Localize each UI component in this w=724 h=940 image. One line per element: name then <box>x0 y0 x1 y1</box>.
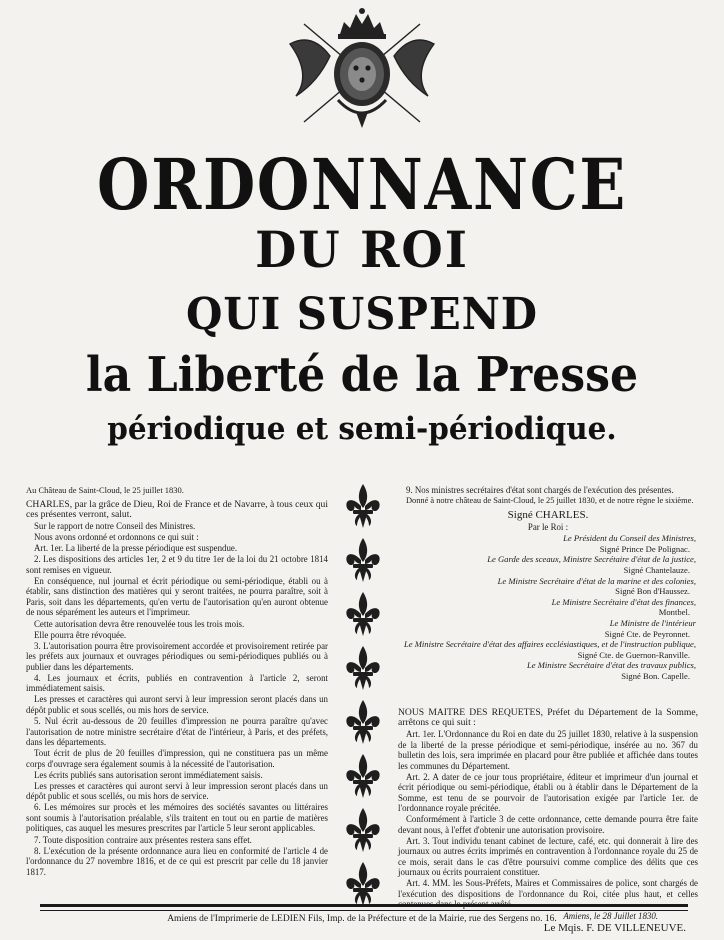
title-ordonnance: ORDONNANCE <box>97 143 627 226</box>
left-paragraph: 3. L'autorisation pourra être provisoirement accordée et provisoirement retirée par les préfets aux journaux et ouvrages périodiques ou semi-périodiques publiés ou à publier dans les départements. <box>26 640 328 672</box>
title-qui-suspend: QUI SUSPEND <box>185 289 539 340</box>
left-paragraph: Les presses et caractères qui auront servi à leur impression seront placés dans un dépôt public et sous scellés, ou mis hors de service. <box>26 694 328 715</box>
prefect-paragraph: Conformément à l'article 3 de cette ordonnance, cette demande pourra être faite devant nous, à l'effet d'obtenir une autorisation provisoire. <box>398 814 698 835</box>
minister-name: Signé Bon. Capelle. <box>621 670 690 681</box>
king-signature: Signé CHARLES. <box>507 508 589 521</box>
left-paragraph: Nous avons ordonné et ordonnons ce qui suit : <box>34 532 199 543</box>
prefect-paragraph: Art. 3. Tout individu tenant cabinet de lecture, café, etc. qui donnerait à lire des journaux ou autres écrits imprimés en contravention à l'ordonnance royale du 25 de ce mois, serait dans le cas d'être poursuivi comme complice des délits que ces journaux ou écrits pourraient constituer. <box>398 835 698 878</box>
left-paragraph: Art. 1er. La liberté de la presse périodique est suspendue. <box>34 543 238 554</box>
right-intro-paragraph: 9. Nos ministres secrétaires d'état sont chargés de l'exécution des présentes. <box>406 485 674 495</box>
prefect-paragraph: Art. 1er. L'Ordonnance du Roi en date du 25 juillet 1830, relative à la suspension de la liberté de la presse périodique et semi-périodique, insérée au no. 367 du bulletin des lois, sera imprimée en placard pour être publiée et affichée dans toutes les communes du Département. <box>398 729 698 771</box>
minister-name: Signé Cte. de Peyronnet. <box>604 628 690 639</box>
minister-role: Le Ministre Secrétaire d'état de la marine et des colonies, <box>497 575 696 586</box>
minister-role: Le Ministre Secrétaire d'état des affaires ecclésiastiques, et de l'instruction publique, <box>404 639 696 650</box>
left-paragraph: Sur le rapport de notre Conseil des Ministres. <box>34 521 196 532</box>
left-paragraph: Les presses et caractères qui auront servi à leur impression seront placés dans un dépôt public et sous scellés, ou mis hors de service. <box>26 780 328 802</box>
footer-rule-thin <box>40 910 688 911</box>
fleur-de-lis-icon <box>344 860 382 908</box>
minister-role: Le Garde des sceaux, Ministre Secrétaire d'état de la justice, <box>487 554 696 565</box>
minister-role: Le Président du Conseil des Ministres, <box>563 533 696 544</box>
minister-name: Signé Bon d'Haussez. <box>615 586 690 597</box>
left-paragraph: 7. Toute disposition contraire aux présentes restera sans effet. <box>34 834 252 845</box>
left-column-text <box>26 485 328 878</box>
prefect-paragraph: Art. 4. MM. les Sous-Préfets, Maires et Commissaires de police, sont chargés de l'exécution des dispositions de l'ordonnance du Roi, citée plus haut, et celles <box>398 878 698 899</box>
fleur-de-lis-icon <box>344 536 382 584</box>
minister-name: Montbel. <box>658 607 690 618</box>
left-paragraph: 5. Nul écrit au-dessous de 20 feuilles d'impression ne pourra paraître qu'avec l'autorisation de notre ministre secrétaire d'état de l'intérieur, à Paris, et des préfets, dans les départements. <box>26 716 328 748</box>
left-paragraph: CHARLES, par la grâce de Dieu, Roi de France et de Navarre, à tous ceux qui ces présentes verront, salut. <box>26 498 328 520</box>
right-intro-paragraph: Donné à notre château de Saint-Cloud, le 25 juillet 1830, et de notre règne le sixième. <box>406 496 694 506</box>
fleur-de-lis-icon <box>344 482 382 530</box>
minister-name: Signé Cte. de Guernon-Ranville. <box>577 649 690 660</box>
left-paragraph: Tout écrit de plus de 20 feuilles d'impression, qui ne constituera pas un même corps d'ouvrage sera également soumis à la nécessité de l'autorisation. <box>26 748 328 769</box>
fleur-de-lis-icon <box>344 698 382 746</box>
title-du-roi: DU ROI <box>255 220 469 279</box>
prefect-signature: Le Mqis. F. DE VILLENEUVE. <box>543 922 686 935</box>
minister-name: Signé Prince De Polignac. <box>599 543 690 554</box>
left-paragraph: 2. Les dispositions des articles 1er, 2 et 9 du titre 1er de la loi du 21 octobre 1814 sont remises en vigueur. <box>26 554 328 575</box>
royal-crest-icon <box>282 4 442 134</box>
fleur-de-lis-icon <box>344 806 382 854</box>
fleur-de-lis-icon <box>344 752 382 800</box>
par-le-roi: Par le Roi : <box>527 522 569 533</box>
left-paragraph: 6. Les mémoires sur procès et les mémoires des sociétés savantes ou littéraires sont soumis à l'autorisation préalable, s'ils traitent en tout ou en partie de matières politiques, cas auquel les mesures prescrites par l'article 5 leur seront applicables. <box>26 802 328 834</box>
minister-role: Le Ministre Secrétaire d'état des finances, <box>551 596 696 607</box>
ministers-list <box>398 533 698 681</box>
right-column-text <box>398 485 698 934</box>
left-paragraph: En conséquence, nul journal et écrit périodique ou semi-périodique, établi ou à établir, sans distinction des matières qui y seront traitées, ne pourra paraître, soit à Paris, soit dans les départements, qu'en vertu de l'autorisation qu'en auront obtenue de nous séparément les auteurs et l'imprimeur. <box>26 575 328 618</box>
title-periodique: périodique et semi-périodique. <box>107 411 617 447</box>
fleur-de-lis-icon <box>344 590 382 638</box>
printer-footer: Amiens de l'Imprimerie de LEDIEN Fils, Imp. de la Préfecture et de la Mairie, rue des Sergens no. 16. <box>167 914 557 924</box>
left-paragraph: 8. L'exécution de la présente ordonnance aura lieu en conformité de l'article 4 de l'ordonnance du 27 novembre 1816, et de ce qui est prescrit par celle du 18 janvier 1817. <box>26 845 328 877</box>
prefect-paragraph: Art. 2. A dater de ce jour tous propriétaire, éditeur et imprimeur d'un journal et écrit périodique ou semi-périodique, établi ou à établir dans le Département de la Somme, est tenu de se pourvoir de l'autorisation exigée par l'article 1er. de l'ordonnance royale précitée. <box>398 771 698 814</box>
title-liberte-presse: la Liberté de la Presse <box>85 347 639 403</box>
place-date: Amiens, le 28 Juillet 1830. <box>563 910 658 921</box>
minister-name: Signé Chantelauze. <box>623 564 690 575</box>
left-paragraph: 4. Les journaux et écrits, publiés en contravention à l'article 2, seront immédiatement saisis. <box>26 672 328 694</box>
fleur-de-lis-icon <box>344 644 382 692</box>
left-paragraph: Au Château de Saint-Cloud, le 25 juillet 1830. <box>26 485 184 495</box>
prefect-decree <box>398 708 698 910</box>
left-paragraph: Les écrits publiés sans autorisation seront immédiatement saisis. <box>34 769 263 780</box>
prefect-paragraph: NOUS MAITRE DES REQUETES, Préfet du Département de la Somme, arrêtons ce qui suit : <box>398 706 698 728</box>
minister-role: Le Ministre Secrétaire d'état des travaux publics, <box>527 660 696 671</box>
minister-role: Le Ministre de l'intérieur <box>609 617 696 628</box>
fleur-de-lis-divider <box>340 482 386 892</box>
footer-rule-thick <box>40 904 688 907</box>
left-paragraph: Elle pourra être révoquée. <box>34 629 127 640</box>
left-paragraph: Cette autorisation devra être renouvelée tous les trois mois. <box>34 618 245 629</box>
